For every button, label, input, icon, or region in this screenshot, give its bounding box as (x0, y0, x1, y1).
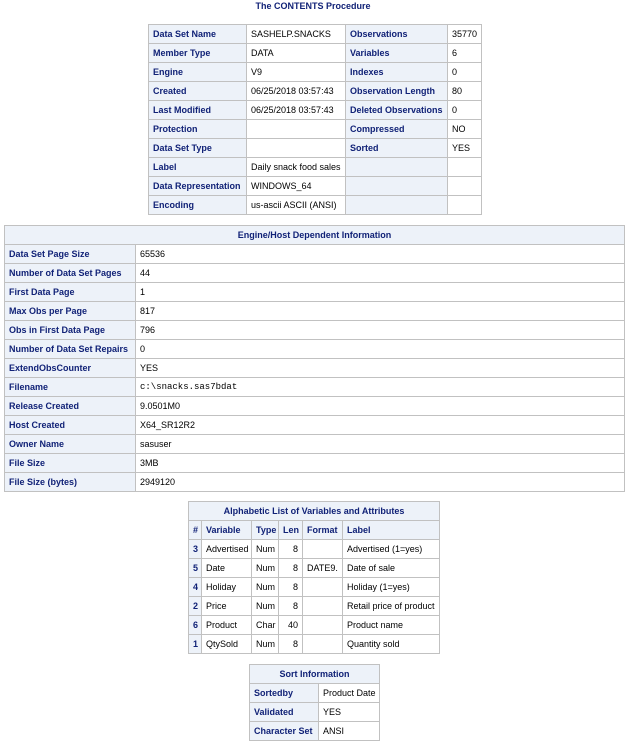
variable-name: Holiday (202, 578, 252, 597)
engine-value: 1 (136, 283, 625, 302)
variable-number: 6 (189, 616, 202, 635)
attribute-row (149, 82, 482, 101)
attribute-label: Last Modified (149, 101, 247, 120)
attribute-row (149, 44, 482, 63)
variable-row (189, 578, 440, 597)
engine-row (5, 302, 625, 321)
variables-attributes-table (188, 501, 440, 654)
variable-length: 8 (279, 635, 303, 654)
variable-format (303, 578, 343, 597)
attribute-row (149, 101, 482, 120)
attribute-value (247, 139, 346, 158)
engine-row (5, 416, 625, 435)
attribute-value: V9 (247, 63, 346, 82)
attribute-row (149, 139, 482, 158)
variable-label: Product name (343, 616, 440, 635)
variable-format (303, 597, 343, 616)
column-header: Variable (202, 521, 252, 540)
column-header: # (189, 521, 202, 540)
engine-label: Max Obs per Page (5, 302, 136, 321)
variable-label: Advertised (1=yes) (343, 540, 440, 559)
engine-row (5, 283, 625, 302)
engine-value: 9.0501M0 (136, 397, 625, 416)
attribute-row (149, 25, 482, 44)
attribute-value: Daily snack food sales (247, 158, 346, 177)
engine-row (5, 397, 625, 416)
procedure-title: The CONTENTS Procedure (255, 1, 371, 11)
variables-table-caption: Alphabetic List of Variables and Attributes (189, 502, 440, 521)
attribute-label: Created (149, 82, 247, 101)
attribute-value: NO (448, 120, 482, 139)
column-header: Format (303, 521, 343, 540)
variable-format (303, 635, 343, 654)
engine-label: Number of Data Set Pages (5, 264, 136, 283)
engine-row (5, 378, 625, 397)
variable-format (303, 540, 343, 559)
engine-value: 44 (136, 264, 625, 283)
engine-row (5, 245, 625, 264)
attribute-label: Compressed (346, 120, 448, 139)
variable-name: Date (202, 559, 252, 578)
attribute-label: Protection (149, 120, 247, 139)
engine-value: 817 (136, 302, 625, 321)
variable-type: Num (252, 559, 279, 578)
attribute-label: Indexes (346, 63, 448, 82)
variable-length: 8 (279, 540, 303, 559)
engine-label: File Size (5, 454, 136, 473)
column-header: Type (252, 521, 279, 540)
engine-label: Owner Name (5, 435, 136, 454)
attribute-label (346, 177, 448, 196)
attribute-value (448, 196, 482, 215)
variable-number: 2 (189, 597, 202, 616)
engine-value: 65536 (136, 245, 625, 264)
engine-row (5, 264, 625, 283)
sort-value: ANSI (319, 722, 380, 741)
sort-label: Validated (250, 703, 319, 722)
variable-name: Product (202, 616, 252, 635)
engine-label: ExtendObsCounter (5, 359, 136, 378)
engine-row (5, 359, 625, 378)
variable-row (189, 635, 440, 654)
engine-value: 3MB (136, 454, 625, 473)
engine-value: X64_SR12R2 (136, 416, 625, 435)
sort-value: YES (319, 703, 380, 722)
attribute-value: 35770 (448, 25, 482, 44)
attribute-label: Observations (346, 25, 448, 44)
variable-length: 8 (279, 559, 303, 578)
variable-length: 8 (279, 597, 303, 616)
variable-row (189, 597, 440, 616)
variable-row (189, 559, 440, 578)
sort-table-caption: Sort Information (250, 665, 380, 684)
engine-label: Number of Data Set Repairs (5, 340, 136, 359)
column-header: Len (279, 521, 303, 540)
dataset-attributes-table (148, 24, 482, 215)
variable-type: Char (252, 616, 279, 635)
engine-value: 796 (136, 321, 625, 340)
variable-label: Quantity sold (343, 635, 440, 654)
attribute-label: Encoding (149, 196, 247, 215)
engine-row (5, 321, 625, 340)
engine-row (5, 473, 625, 492)
variable-type: Num (252, 540, 279, 559)
engine-row (5, 340, 625, 359)
attribute-label: Data Set Type (149, 139, 247, 158)
variables-header-row (189, 521, 440, 540)
sort-row (250, 684, 380, 703)
attribute-row (149, 196, 482, 215)
attribute-label (346, 196, 448, 215)
attribute-value: 06/25/2018 03:57:43 (247, 101, 346, 120)
variable-name: Price (202, 597, 252, 616)
variable-row (189, 616, 440, 635)
engine-row (5, 435, 625, 454)
sort-information-table (249, 664, 380, 741)
variable-length: 40 (279, 616, 303, 635)
attribute-value: YES (448, 139, 482, 158)
attribute-row (149, 120, 482, 139)
attribute-value: 06/25/2018 03:57:43 (247, 82, 346, 101)
variable-length: 8 (279, 578, 303, 597)
variable-row (189, 540, 440, 559)
engine-value: c:\snacks.sas7bdat (136, 378, 625, 397)
engine-table-caption: Engine/Host Dependent Information (5, 226, 625, 245)
attribute-value: 0 (448, 101, 482, 120)
sort-label: Sortedby (250, 684, 319, 703)
attribute-value (448, 158, 482, 177)
engine-label: File Size (bytes) (5, 473, 136, 492)
engine-label: Data Set Page Size (5, 245, 136, 264)
attribute-value (448, 177, 482, 196)
engine-label: Release Created (5, 397, 136, 416)
variable-number: 4 (189, 578, 202, 597)
engine-value: YES (136, 359, 625, 378)
variable-label: Retail price of product (343, 597, 440, 616)
variable-type: Num (252, 635, 279, 654)
variable-number: 5 (189, 559, 202, 578)
engine-label: Filename (5, 378, 136, 397)
engine-host-info-table (4, 225, 625, 492)
attribute-label: Variables (346, 44, 448, 63)
attribute-value: SASHELP.SNACKS (247, 25, 346, 44)
attribute-value (247, 120, 346, 139)
engine-row (5, 454, 625, 473)
attribute-label: Deleted Observations (346, 101, 448, 120)
engine-value: sasuser (136, 435, 625, 454)
attribute-label: Engine (149, 63, 247, 82)
attribute-label: Sorted (346, 139, 448, 158)
variable-label: Date of sale (343, 559, 440, 578)
attribute-label: Member Type (149, 44, 247, 63)
variable-number: 1 (189, 635, 202, 654)
column-header: Label (343, 521, 440, 540)
sort-row (250, 722, 380, 741)
attribute-row (149, 177, 482, 196)
attribute-label: Observation Length (346, 82, 448, 101)
attribute-value: 80 (448, 82, 482, 101)
attribute-label: Data Set Name (149, 25, 247, 44)
engine-label: First Data Page (5, 283, 136, 302)
attribute-label (346, 158, 448, 177)
variable-format (303, 616, 343, 635)
sort-value: Product Date (319, 684, 380, 703)
engine-label: Obs in First Data Page (5, 321, 136, 340)
engine-value: 0 (136, 340, 625, 359)
attribute-value: 0 (448, 63, 482, 82)
sort-label: Character Set (250, 722, 319, 741)
variable-type: Num (252, 578, 279, 597)
variable-format: DATE9. (303, 559, 343, 578)
attribute-row (149, 63, 482, 82)
attribute-label: Data Representation (149, 177, 247, 196)
attribute-row (149, 158, 482, 177)
variable-label: Holiday (1=yes) (343, 578, 440, 597)
variable-number: 3 (189, 540, 202, 559)
engine-label: Host Created (5, 416, 136, 435)
variable-type: Num (252, 597, 279, 616)
attribute-value: DATA (247, 44, 346, 63)
attribute-value: us-ascii ASCII (ANSI) (247, 196, 346, 215)
variable-name: QtySold (202, 635, 252, 654)
engine-value: 2949120 (136, 473, 625, 492)
sort-row (250, 703, 380, 722)
attribute-label: Label (149, 158, 247, 177)
attribute-value: WINDOWS_64 (247, 177, 346, 196)
variable-name: Advertised (202, 540, 252, 559)
attribute-value: 6 (448, 44, 482, 63)
